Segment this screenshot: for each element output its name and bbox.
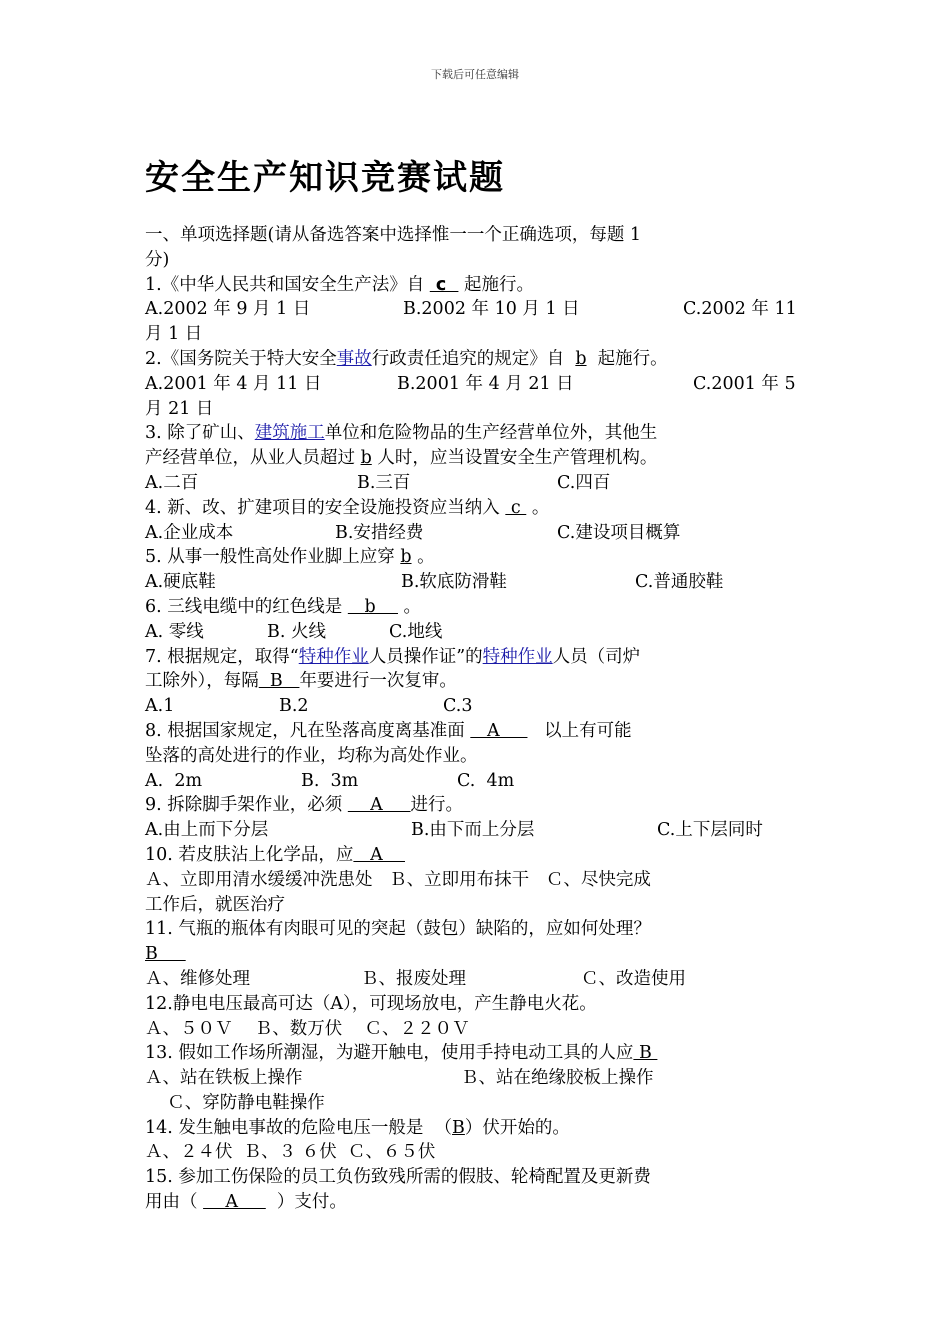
section-heading: 一、单项选择题(请从备选答案中选择惟一一个正确选项，每题 1 [145, 225, 642, 245]
question-15-cont: 用由（ A ）支付。 [145, 1192, 347, 1213]
answer-blank: b [575, 348, 587, 369]
options-13-cont: Ｃ、穿防静电鞋操作 [145, 1092, 325, 1113]
page-title: 安全生产知识竞赛试题 [145, 158, 505, 198]
answer-blank: A [347, 795, 411, 816]
question-7: 7. 根据规定，取得“特种作业人员操作证”的特种作业人员（司炉 [145, 646, 641, 667]
question-8-cont: 坠落的高处进行的作业，均称为高处作业。 [145, 745, 478, 766]
question-list [145, 223, 815, 1215]
answer-blank: c [505, 497, 527, 518]
link-special-work-2[interactable]: 特种作业 [482, 646, 553, 667]
answer-blank: c [429, 274, 459, 295]
question-10: 10. 若皮肤沾上化学品，应 A [145, 844, 405, 865]
answer-blank: b [347, 596, 398, 617]
answer-blank: B [258, 671, 300, 692]
options-13: Ａ、站在铁板上操作 Ｂ、站在绝缘胶板上操作 [145, 1068, 654, 1089]
options-10-cont: 工作后，就医治疗 [145, 894, 285, 915]
options-10: Ａ、立即用清水缓缓冲洗患处 Ｂ、立即用布抹干 Ｃ、尽快完成 [145, 869, 651, 890]
answer-blank: A [353, 844, 405, 865]
options-2: A.2001 年 4 月 11 日 B.2001 年 4 月 21 日 C.2001 年 5 [145, 373, 796, 394]
answer-blank: A [203, 1192, 266, 1213]
options-8: A. 2m B. 3m C. 4m [145, 770, 515, 791]
question-13: 13. 假如工作场所潮湿，为避开触电，使用手持电动工具的人应 B [145, 1043, 658, 1064]
question-5: 5. 从事一般性高处作业脚上应穿 b 。 [145, 547, 435, 568]
options-2-cont: 月 21 日 [145, 398, 214, 419]
answer-blank: b [360, 448, 372, 469]
question-3-cont: 产经营单位，从业人员超过 b 人时，应当设置安全生产管理机构。 [145, 448, 658, 469]
options-4: A.企业成本 B.安措经费 C.建设项目概算 [145, 522, 681, 543]
question-9: 9. 拆除脚手架作业，必须 A 进行。 [145, 795, 464, 816]
link-accident[interactable]: 事故 [336, 348, 372, 369]
question-12: 12.静电电压最高可达（A），可现场放电，产生静电火花。 [145, 993, 597, 1014]
question-11-answer [145, 942, 815, 967]
question-1: 1.《中华人民共和国安全生产法》自 c 起施行。 [145, 274, 534, 295]
header-note: 下载后可任意编辑 [431, 68, 519, 81]
question-2: 2.《国务院关于特大安全事故行政责任追究的规定》自 b 起施行。 [145, 348, 668, 369]
section-heading-cont: 分) [145, 249, 170, 270]
answer-blank: B [452, 1117, 465, 1138]
question-11: 11. 气瓶的瓶体有肉眼可见的突起（鼓包）缺陷的，应如何处理？ [145, 919, 651, 940]
options-11: Ａ、维修处理 Ｂ、报废处理 Ｃ、改造使用 [145, 968, 686, 989]
link-special-work-1[interactable]: 特种作业 [298, 646, 369, 667]
options-5: A.硬底鞋 B.软底防滑鞋 C.普通胶鞋 [145, 572, 724, 593]
question-7-cont: 工除外），每隔 B 年要进行一次复审。 [145, 671, 457, 692]
question-3: 3. 除了矿山、建筑施工单位和危险物品的生产经营单位外，其他生 [145, 423, 658, 444]
options-1: A.2002 年 9 月 1 日 B.2002 年 10 月 1 日 C.2002 年 11 [145, 299, 797, 320]
question-4: 4. 新、改、扩建项目的安全设施投资应当纳入 c 。 [145, 497, 550, 518]
options-14: Ａ、２４伏 Ｂ、３ ６伏 Ｃ、６５伏 [145, 1142, 436, 1163]
options-7: A.1 B.2 C.3 [145, 696, 473, 717]
answer-blank: B [145, 944, 186, 965]
link-construction[interactable]: 建筑施工 [254, 423, 325, 444]
options-12: Ａ、５０Ｖ Ｂ、数万伏 Ｃ、２２０Ｖ [145, 1018, 470, 1039]
options-6: A. 零线 B. 火线 C.地线 [145, 621, 443, 642]
answer-blank: b [400, 547, 412, 568]
question-6: 6. 三线电缆中的红色线是 b 。 [145, 596, 422, 617]
question-15: 15. 参加工伤保险的员工负伤致残所需的假肢、轮椅配置及更新费 [145, 1167, 651, 1188]
answer-blank: B [633, 1043, 658, 1064]
options-1-cont: 月 1 日 [145, 324, 203, 345]
options-3: A.二百 B.三百 C.四百 [145, 472, 611, 493]
question-8: 8. 根据国家规定，凡在坠落高度离基准面 A 以上有可能 [145, 720, 632, 741]
answer-blank: A [470, 720, 528, 741]
options-9: A.由上而下分层 B.由下而上分层 C.上下层同时 [145, 820, 763, 841]
question-14: 14. 发生触电事故的危险电压一般是 （B）伏开始的。 [145, 1117, 570, 1138]
